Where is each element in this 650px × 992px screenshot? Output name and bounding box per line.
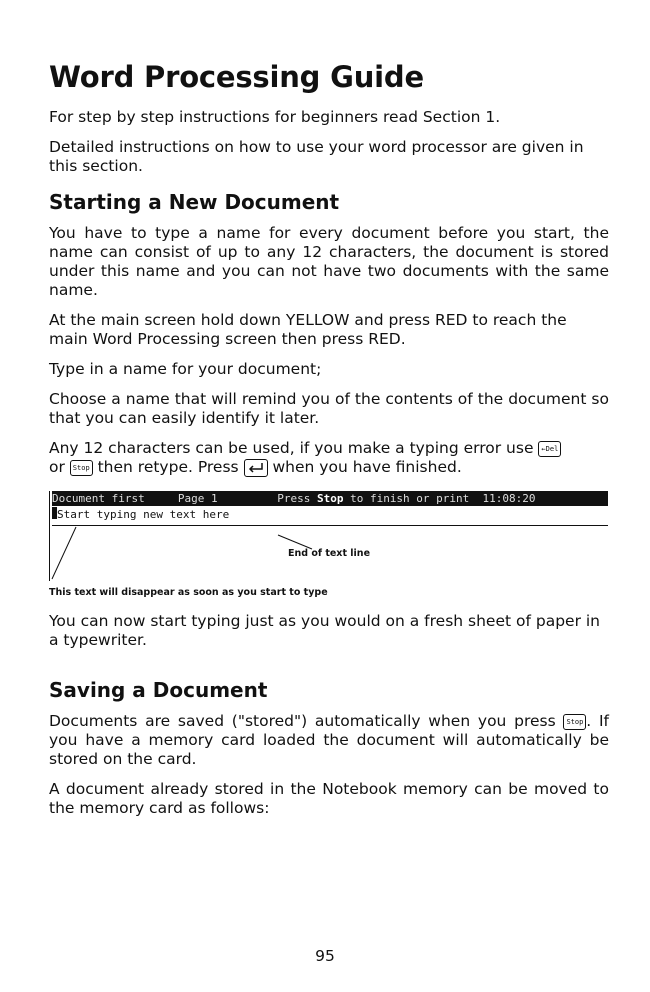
pointer-lines-icon bbox=[50, 491, 610, 581]
status-document: Document first bbox=[52, 492, 145, 505]
intro-paragraph-2: Detailed instructions on how to use your word processor are given in this section. bbox=[49, 138, 584, 175]
stop-key-icon: Stop bbox=[563, 714, 586, 730]
enter-key-icon bbox=[244, 459, 268, 477]
text-fragment: Any 12 characters can be used, if you make a typing error use bbox=[49, 439, 534, 457]
screen-illustration bbox=[49, 491, 610, 581]
paragraph-choose-name: Choose a name that will remind you of the contents of the document so that you can easily identify it later. bbox=[49, 390, 609, 427]
text-fragment: then retype. Press bbox=[97, 458, 239, 476]
text-fragment: Documents are saved ("stored") automatically when you press bbox=[49, 712, 556, 730]
page-number: 95 bbox=[315, 947, 335, 965]
status-page: Page 1 bbox=[177, 492, 218, 505]
intro-paragraph-1: For step by step instructions for beginners read Section 1. bbox=[49, 108, 501, 126]
paragraph-start-typing: You can now start typing just as you would on a fresh sheet of paper in a typewriter. bbox=[49, 612, 601, 649]
paragraph-move-to-card: A document already stored in the Notebook memory can be moved to the memory card as follows: bbox=[49, 780, 609, 817]
paragraph-type-name: Type in a name for your document; bbox=[49, 360, 322, 378]
section-heading-saving: Saving a Document bbox=[49, 678, 268, 702]
text-fragment: or bbox=[49, 458, 65, 476]
typing-text: Start typing new text here bbox=[57, 508, 230, 521]
del-key-icon: ←Del bbox=[538, 441, 561, 457]
paragraph-main-screen: At the main screen hold down YELLOW and press RED to reach the main Word Processing screen then press RED. bbox=[49, 311, 567, 348]
end-of-text-label: End of text line bbox=[288, 548, 371, 559]
screen-caption: This text will disappear as soon as you start to type bbox=[49, 587, 328, 598]
status-time: 11:08:20 bbox=[482, 492, 536, 505]
status-press: Press bbox=[277, 492, 311, 505]
section-heading-starting: Starting a New Document bbox=[49, 190, 340, 214]
stop-key-icon: Stop bbox=[70, 460, 93, 476]
status-stop: Stop bbox=[316, 492, 344, 505]
text-fragment: . If you have a memory card loaded the document will automatically be stored on the card. bbox=[49, 712, 609, 768]
status-finish: to finish or print bbox=[350, 492, 470, 505]
document-page bbox=[49, 60, 609, 829]
text-fragment: when you have finished. bbox=[272, 458, 462, 476]
paragraph-typing-error bbox=[49, 439, 609, 477]
page-title: Word Processing Guide bbox=[49, 60, 424, 94]
paragraph-saved-automatically bbox=[49, 712, 609, 769]
paragraph-name-rules: You have to type a name for every document before you start, the name can consist of up to any 12 characters, the document is stored under this name and you can not have two documents with the same name. bbox=[49, 224, 609, 299]
